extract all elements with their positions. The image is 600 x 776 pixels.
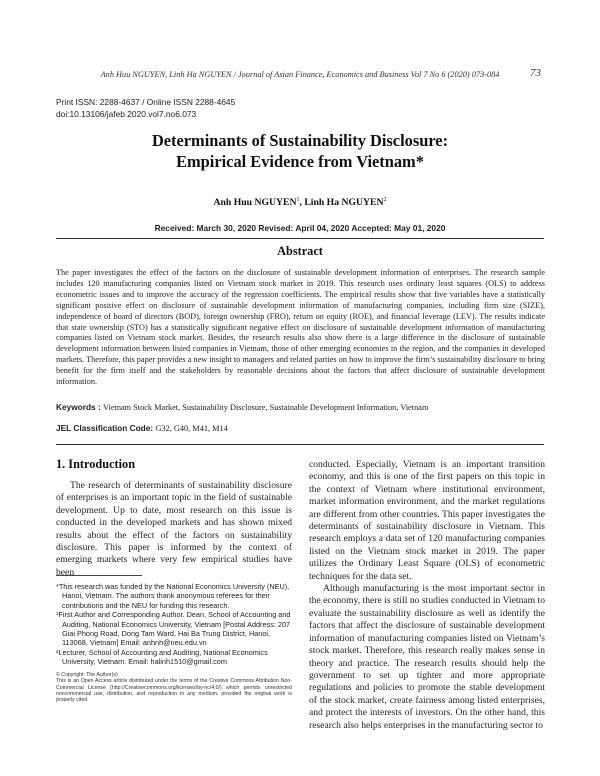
author-1: Anh Huu NGUYEN bbox=[213, 197, 297, 209]
page-number: 73 bbox=[530, 67, 541, 79]
footnote-funding: *This research was funded by the National Economics University (NEU), Hanoi, Vietnam. The authors thank anonymous referees for their contributions and the NEU for funding this research. bbox=[56, 582, 290, 610]
top-divider bbox=[56, 238, 544, 239]
abstract-heading: Abstract bbox=[277, 244, 323, 258]
author-1-affiliation: 1 bbox=[296, 197, 300, 203]
left-column bbox=[56, 480, 292, 579]
keywords-text: Vietnam Stock Market, Sustainability Disclosure, Sustainable Development Information, Vietnam bbox=[103, 403, 429, 412]
doi-line[interactable]: doi:10.13106/jafeb.2020.vol7.no6.073 bbox=[56, 108, 197, 119]
section-heading-introduction: 1. Introduction bbox=[56, 457, 136, 471]
author-2-affiliation: 2 bbox=[383, 197, 387, 203]
intro-left-paragraph: The research of determinants of sustainability disclosure of enterprises is an important topic in the field of sustainable development. Up to date, most research on this issue is conducted in the developed markets and has shown mixed results about the effect of the factors on sustainability disclosure. This paper is informed by the context of emerging markets where very few empirical studies have been bbox=[56, 480, 292, 578]
issn-line: Print ISSN: 2288-4637 / Online ISSN 2288-4645 bbox=[56, 97, 236, 107]
intro-right-paragraph-1: conducted. Especially, Vietnam is an important transition economy, and this is one of the first papers on this topic in the context of Vietnam where institutional environment, market information environment, and the market regulations are different from other countries. This paper investigates the determinants of sustainability disclosure in Vietnam. This research employs a data set of 120 manufacturing companies listed on the Vietnam stock market in 2019. The paper utilizes the Ordinary Least Square (OLS) of econometric techniques for the data set. bbox=[309, 459, 545, 582]
author-2: Linh Ha NGUYEN bbox=[304, 197, 384, 209]
license-text: This is an Open Access article distributed under the terms of the Creative Commons Attribution Non-Commercial License (http://Creativecommons.org/licenses/by-nc/4.0/) which permits unrestricted noncommercial use, distribution, and reproduction in any medium, provided the original work is properly cited. bbox=[56, 678, 292, 704]
keywords-label: Keywords : bbox=[56, 402, 104, 412]
license-notice bbox=[56, 672, 292, 703]
jel-text: G32, G40, M41, M14 bbox=[155, 424, 228, 433]
copyright-line: © Copyright: The Author(s) bbox=[56, 672, 118, 678]
intro-right-paragraph-2: Although manufacturing is the most important sector in the economy, there is still no studies conducted in Vietnam to evaluate the sustainability disclosure as well as identify the factors that affect the disclosure of sustainable development information of manufacturing companies listed on Vietnam’s stock market. Therefore, this research really makes sense in theory and practice. The research results should help the government to set up tighter and more appropriate regulations and policies to promote the stable development of the stock market, create fairness among listed enterprises, and protect the interests of investors. On the other hand, this research also helps enterprises in the manufacturing sector to bbox=[309, 583, 545, 731]
title-line-2: Empirical Evidence from Vietnam* bbox=[176, 152, 424, 171]
paper-title bbox=[40, 130, 560, 172]
footnotes bbox=[56, 582, 292, 667]
keywords bbox=[56, 402, 545, 412]
abstract-text: The paper investigates the effect of the factors on the disclosure of sustainable development information of enterprises. The research sample includes 120 manufacturing companies listed on Vietnam stock market in 2019. This research uses ordinary least squares (OLS) to address econometric issues and to improve the accuracy of the regression coefficients. The empirical results show that five variables have a statistically significant positive effect on disclosure of sustainable development information of manufacturing companies, including firm size (SIZE), independence of board of directors (BOD), foreign ownership (FRO), return on equity (ROE), and financial leverage (LEV). The results indicate that state ownership (STO) has a statistically significant negative effect on disclosure of sustainable development information of manufacturing companies listed on Vietnam stock market. Besides, the research results also show there is a large difference in the disclosure of sustainable development information between listed companies in Vietnam, those of other emerging economies in the region, and the companies in developed markets. Therefore, this paper provides a new insight to managers and related parties on how to improve the firm’s sustainability disclosure to bring benefit for the firm itself and the stakeholders by reasonable decisions about the factors that affect disclosure of sustainable development information. bbox=[56, 268, 545, 387]
right-column bbox=[309, 459, 545, 732]
author-list bbox=[40, 197, 560, 208]
submission-dates: Received: March 30, 2020 Revised: April 04, 2020 Accepted: May 01, 2020 bbox=[154, 223, 446, 233]
footnote-divider bbox=[56, 575, 142, 576]
running-head: Anh Huu NGUYEN, Linh Ha NGUYEN / Journal of Asian Finance, Economics and Business Vol 7 No 6 (2020) 073-084 bbox=[100, 70, 500, 79]
jel-label: JEL Classification Code: bbox=[56, 423, 156, 433]
author-separator: , bbox=[299, 197, 305, 209]
jel-codes bbox=[56, 423, 545, 433]
title-line-1: Determinants of Sustainability Disclosure: bbox=[151, 131, 449, 150]
footnote-author-2: ²Lecturer, School of Accounting and Auditing, National Economics University, Vietnam. Email: halinh1510@gmail.com bbox=[56, 647, 268, 667]
footnote-author-1: ¹First Author and Corresponding Author. Dean, School of Accounting and Auditing, National Economics University, Vietnam [Postal Address: 207 Giai Phong Road, Dong Tam Ward, Hai Ba Trung District, Hanoi, 113068, Vietnam] Email: anhnh@neu.edu.vn bbox=[56, 610, 291, 648]
bottom-divider bbox=[56, 444, 544, 445]
issn-block bbox=[56, 97, 235, 120]
